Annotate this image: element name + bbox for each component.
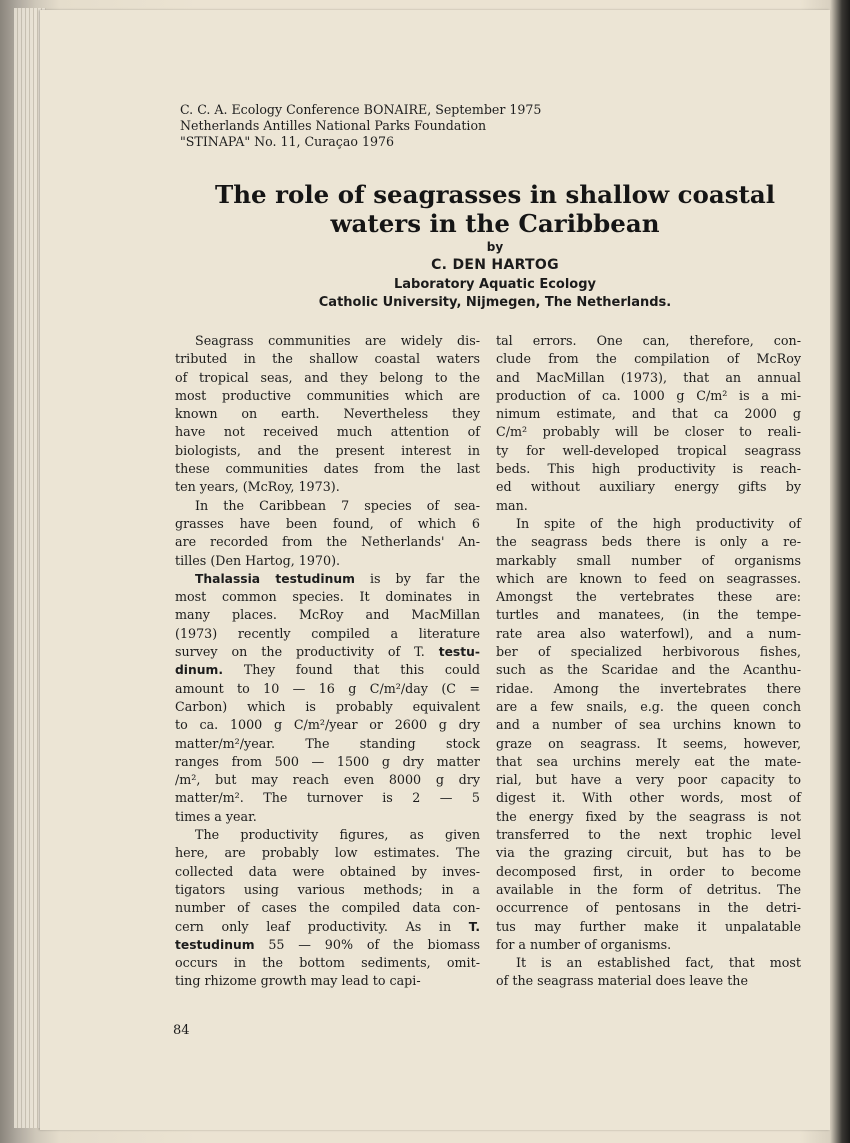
text-line: amount to 10 — 16 g C/m²/day (C =	[175, 680, 480, 696]
article-title	[150, 180, 840, 238]
text-line: number of cases the compiled data con-	[175, 900, 480, 916]
text-line: known on earth. Nevertheless they	[175, 406, 480, 422]
byline	[150, 240, 840, 312]
text-line: most common species. It dominates in	[175, 589, 480, 605]
text-line: markably small number of organisms	[496, 552, 801, 568]
text-line: these communities dates from the last	[175, 461, 480, 477]
text-line: production of ca. 1000 g C/m² is a mi-	[496, 387, 801, 403]
species-name: Thalassia testudinum	[195, 571, 355, 586]
text-line: ed without auxiliary energy gifts by	[496, 479, 801, 495]
text-line: cern only leaf productivity. As in T.	[175, 918, 480, 934]
text-line: man.	[496, 497, 528, 513]
text-line: biologists, and the present interest in	[175, 442, 480, 458]
text-line: tal errors. One can, therefore, con-	[496, 333, 801, 348]
text-line: graze on seagrass. It seems, however,	[496, 735, 801, 751]
title-line: waters in the Caribbean	[330, 209, 660, 238]
text-line: beds. This high productivity is reach-	[496, 461, 801, 477]
text-line: have not received much attention of	[175, 424, 480, 440]
text-line: and MacMillan (1973), that an annual	[496, 369, 801, 385]
text-line: matter/m²/year. The standing stock	[175, 735, 480, 751]
text-line: collected data were obtained by inves-	[175, 863, 480, 879]
affiliation-line: Catholic University, Nijmegen, The Netherlands.	[318, 295, 672, 310]
text-line: /m², but may reach even 8000 g dry	[175, 772, 480, 788]
species-name: T.	[468, 919, 480, 934]
text-line: grasses have been found, of which 6	[175, 515, 480, 531]
text-line: tigators using various methods; in a	[175, 881, 480, 897]
text-line: are a few snails, e.g. the queen conch	[496, 698, 801, 714]
text-line: dinum. They found that this could	[175, 662, 480, 678]
text-line: occurrence of pentosans in the detri-	[496, 900, 801, 916]
text-line: ber of specialized herbivorous fishes,	[496, 644, 801, 660]
text-line: (1973) recently compiled a literature	[175, 625, 480, 641]
text-line: The productivity figures, as given	[195, 827, 480, 843]
text-line: ridae. Among the invertebrates there	[496, 680, 801, 696]
text-line: C/m² probably will be closer to reali-	[496, 424, 801, 440]
text-line: clude from the compilation of McRoy	[496, 351, 801, 367]
affiliation-line: Laboratory Aquatic Ecology	[393, 277, 596, 292]
right-text-column	[496, 332, 801, 991]
text-line: most productive communities which are	[175, 387, 480, 403]
text-line: In spite of the high productivity of	[516, 515, 801, 531]
text-line: here, are probably low estimates. The	[175, 845, 480, 861]
text-line: times a year.	[175, 808, 257, 824]
text-line: available in the form of detritus. The	[496, 881, 801, 897]
header-line: C. C. A. Ecology Conference BONAIRE, September 1975	[180, 102, 542, 117]
author-name: C. DEN HARTOG	[431, 257, 559, 273]
text-line: matter/m². The turnover is 2 — 5	[175, 790, 480, 806]
text-line: such as the Scaridae and the Acanthu-	[496, 662, 801, 678]
text-line: ting rhizome growth may lead to capi-	[175, 973, 421, 989]
left-text-column	[175, 332, 480, 991]
text-line: decomposed first, in order to become	[496, 863, 801, 879]
text-line: nimum estimate, and that ca 2000 g	[496, 406, 801, 422]
text-line: tributed in the shallow coastal waters	[175, 351, 480, 367]
text-line: tus may further make it unpalatable	[496, 918, 801, 934]
text-line: ten years, (McRoy, 1973).	[175, 479, 340, 495]
text-line: tilles (Den Hartog, 1970).	[175, 552, 341, 568]
text-line: of tropical seas, and they belong to the	[175, 369, 480, 385]
title-line: The role of seagrasses in shallow coastal	[214, 180, 776, 209]
text-line: survey on the productivity of T. testu-	[175, 644, 480, 660]
text-line: digest it. With other words, most of	[496, 790, 801, 806]
species-name: dinum.	[175, 663, 224, 678]
text-line: many places. McRoy and MacMillan	[175, 607, 480, 623]
text-line: Seagrass communities are widely dis-	[195, 333, 480, 348]
text-line: ranges from 500 — 1500 g dry matter	[175, 753, 480, 769]
text-line: of the seagrass material does leave the	[496, 973, 748, 989]
text-line: that sea urchins merely eat the mate-	[496, 753, 801, 769]
text-line: and a number of sea urchins known to	[496, 717, 801, 733]
text-line: via the grazing circuit, but has to be	[496, 845, 801, 861]
text-line: It is an established fact, that most	[516, 955, 801, 971]
text-line: turtles and manatees, (in the tempe-	[496, 607, 801, 623]
header-line: Netherlands Antilles National Parks Foundation	[180, 118, 487, 133]
publication-header	[180, 102, 680, 150]
text-line: for a number of organisms.	[496, 936, 672, 952]
text-line: the energy fixed by the seagrass is not	[496, 808, 801, 824]
text-line: the seagrass beds there is only a re-	[496, 534, 801, 550]
text-line: rate area also waterfowl), and a num-	[496, 625, 801, 641]
species-name: testudinum	[175, 937, 255, 952]
by-label: by	[486, 240, 504, 254]
species-name: testu-	[438, 645, 480, 660]
text-line: transferred to the next trophic level	[496, 827, 801, 843]
text-line: ty for well-developed tropical seagrass	[496, 442, 801, 458]
text-line: which are known to feed on seagrasses.	[496, 570, 801, 586]
page-number: 84	[173, 1023, 190, 1038]
header-line: "STINAPA" No. 11, Curaçao 1976	[180, 134, 395, 149]
text-line: occurs in the bottom sediments, omit-	[175, 955, 480, 971]
text-line: rial, but have a very poor capacity to	[496, 772, 801, 788]
text-line: Carbon) which is probably equivalent	[175, 698, 480, 714]
text-line: to ca. 1000 g C/m²/year or 2600 g dry	[175, 717, 480, 733]
text-line: In the Caribbean 7 species of sea-	[195, 497, 480, 513]
text-line: Amongst the vertebrates these are:	[496, 589, 801, 605]
text-line: testudinum 55 — 90% of the biomass	[175, 936, 480, 952]
text-line: Thalassia testudinum is by far the	[195, 570, 480, 586]
text-line: are recorded from the Netherlands' An-	[175, 534, 480, 550]
